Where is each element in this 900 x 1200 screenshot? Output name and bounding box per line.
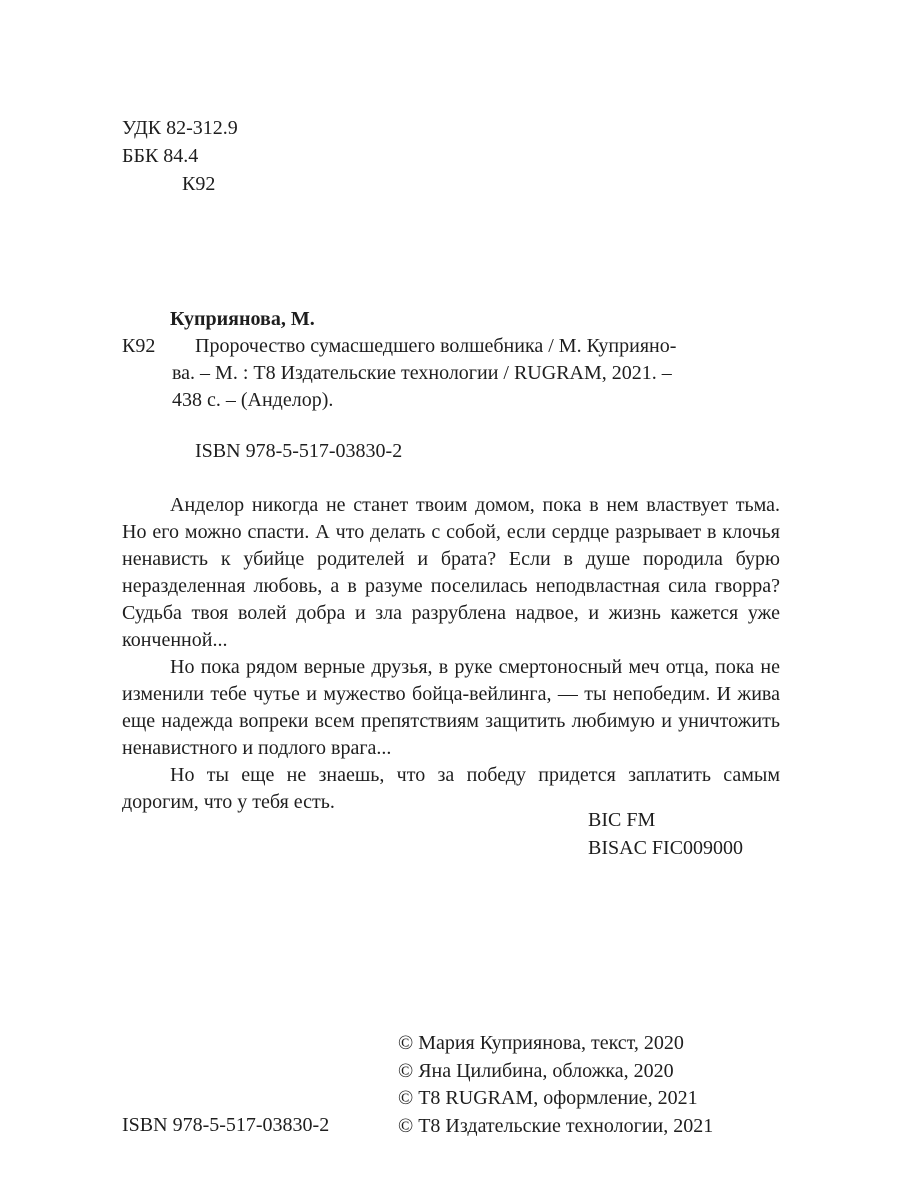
classification-codes-block <box>122 114 238 198</box>
bisac-line: BISAC FIC009000 <box>588 836 744 859</box>
card-description-line: Пророчество сумасшедшего волшебника / М. Куприяно- <box>195 335 677 357</box>
copyright-line: © Яна Цилибина, обложка, 2020 <box>398 1059 674 1082</box>
catalog-card <box>122 306 780 465</box>
subject-codes-block <box>588 807 743 862</box>
card-isbn: ISBN 978-5-517-03830-2 <box>195 440 403 462</box>
card-description-line: 438 с. – (Анделор). <box>172 389 334 411</box>
card-description-line: ва. – М. : Т8 Издательские технологии / RUGRAM, 2021. – <box>172 362 672 384</box>
copyright-line: © Т8 Издательские технологии, 2021 <box>398 1114 714 1137</box>
copyright-line: © Мария Куприянова, текст, 2020 <box>398 1032 684 1054</box>
bic-line: BIC FM <box>588 809 656 831</box>
card-author: Куприянова, М. <box>170 308 315 330</box>
card-code: К92 <box>122 335 156 357</box>
copyright-list <box>398 1030 713 1140</box>
card-description <box>172 333 780 414</box>
annotation-paragraph: Но ты еще не знаешь, что за победу придется заплатить самым дорогим, что у тебя есть. <box>122 764 780 813</box>
copyright-line: © Т8 RUGRAM, оформление, 2021 <box>398 1087 698 1109</box>
annotation-paragraph: Анделор никогда не станет твоим домом, пока в нем властвует тьма. Но его можно спасти. А что делать с собой, если сердце разрывает в клочья ненависть к убийце родителей и брата? Если в душе породила бурю неразделенная любовь, а в разуме поселилась неподвластная сила гворра? Судьба твоя волей добра и зла разрублена надвое, и жизнь кажется уже конченной... <box>122 494 780 651</box>
author-code-line: К92 <box>182 173 216 195</box>
bbk-line: ББК 84.4 <box>122 145 199 167</box>
annotation-block <box>122 492 780 816</box>
udk-line: УДК 82-312.9 <box>122 117 238 139</box>
annotation-paragraph: Но пока рядом верные друзья, в руке смертоносный меч отца, пока не изменили тебе чутье и мужество бойца-вейлинга, — ты непобедим. И жива еще надежда вопреки всем препятствиям защитить любимую и уничтожить ненавистного и подлого врага... <box>122 656 780 759</box>
card-entry <box>122 333 780 414</box>
footer-isbn: ISBN 978-5-517-03830-2 <box>122 1114 330 1136</box>
